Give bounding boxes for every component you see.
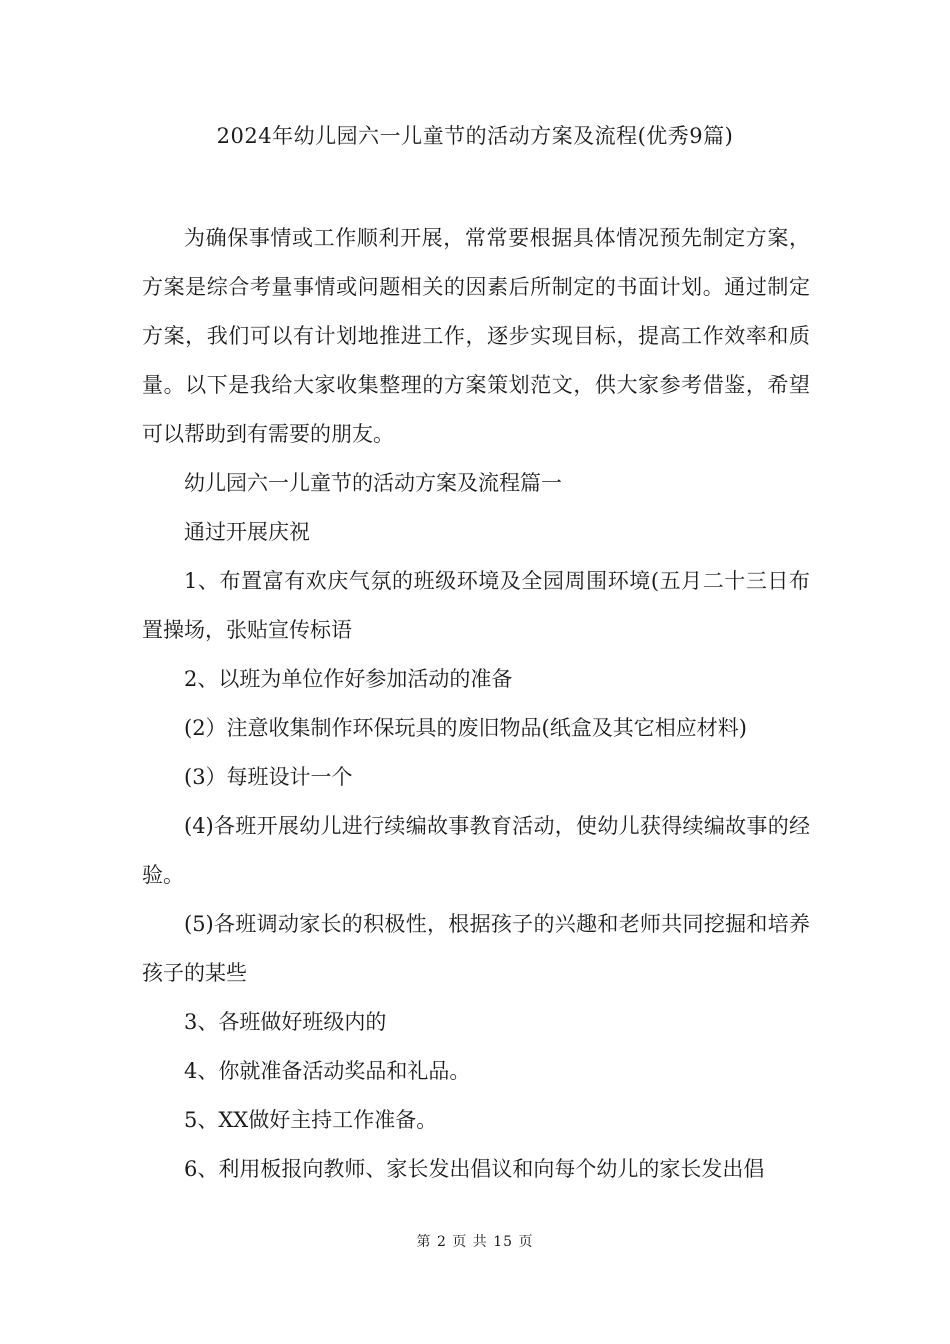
list-item-4: 4、你就准备活动奖品和礼品。 — [184, 1059, 471, 1083]
sub-item-2: (2）注意收集制作环保玩具的废旧物品(纸盒及其它相应材料) — [184, 716, 747, 740]
list-item-1: 1、布置富有欢庆气氛的班级环境及全园周围环境(五月二十三日布置操场，张贴宣传标语 — [142, 569, 810, 642]
document-body — [142, 214, 810, 1194]
sub-item-4: (4)各班开展幼儿进行续编故事教育活动，使幼儿获得续编故事的经验。 — [142, 814, 810, 887]
intro-paragraph: 为确保事情或工作顺利开展，常常要根据具体情况预先制定方案，方案是综合考量事情或问题相关的因素后所制定的书面计划。通过制定方案，我们可以有计划地推进工作，逐步实现目标，提高工作效率和质量。以下是我给大家收集整理的方案策划范文，供大家参考借鉴，希望可以帮助到有需要的朋友。 — [142, 226, 810, 446]
list-item-5: 5、XX做好主持工作准备。 — [184, 1108, 438, 1132]
sub-item-3: (3）每班设计一个 — [184, 765, 353, 789]
sub-item-5: (5)各班调动家长的积极性，根据孩子的兴趣和老师共同挖掘和培养孩子的某些 — [142, 912, 810, 985]
document-title: 2024年幼儿园六一儿童节的活动方案及流程(优秀9篇) — [216, 124, 734, 148]
page-number: 第 2 页 共 15 页 — [416, 1234, 534, 1250]
paragraph-celebration: 通过开展庆祝 — [184, 520, 310, 544]
section-heading: 幼儿园六一儿童节的活动方案及流程篇一 — [184, 471, 562, 495]
list-item-3: 3、各班做好班级内的 — [184, 1010, 387, 1034]
list-item-6: 6、利用板报向教师、家长发出倡议和向每个幼儿的家长发出倡 — [184, 1157, 765, 1181]
list-item-2: 2、以班为单位作好参加活动的准备 — [184, 667, 513, 691]
